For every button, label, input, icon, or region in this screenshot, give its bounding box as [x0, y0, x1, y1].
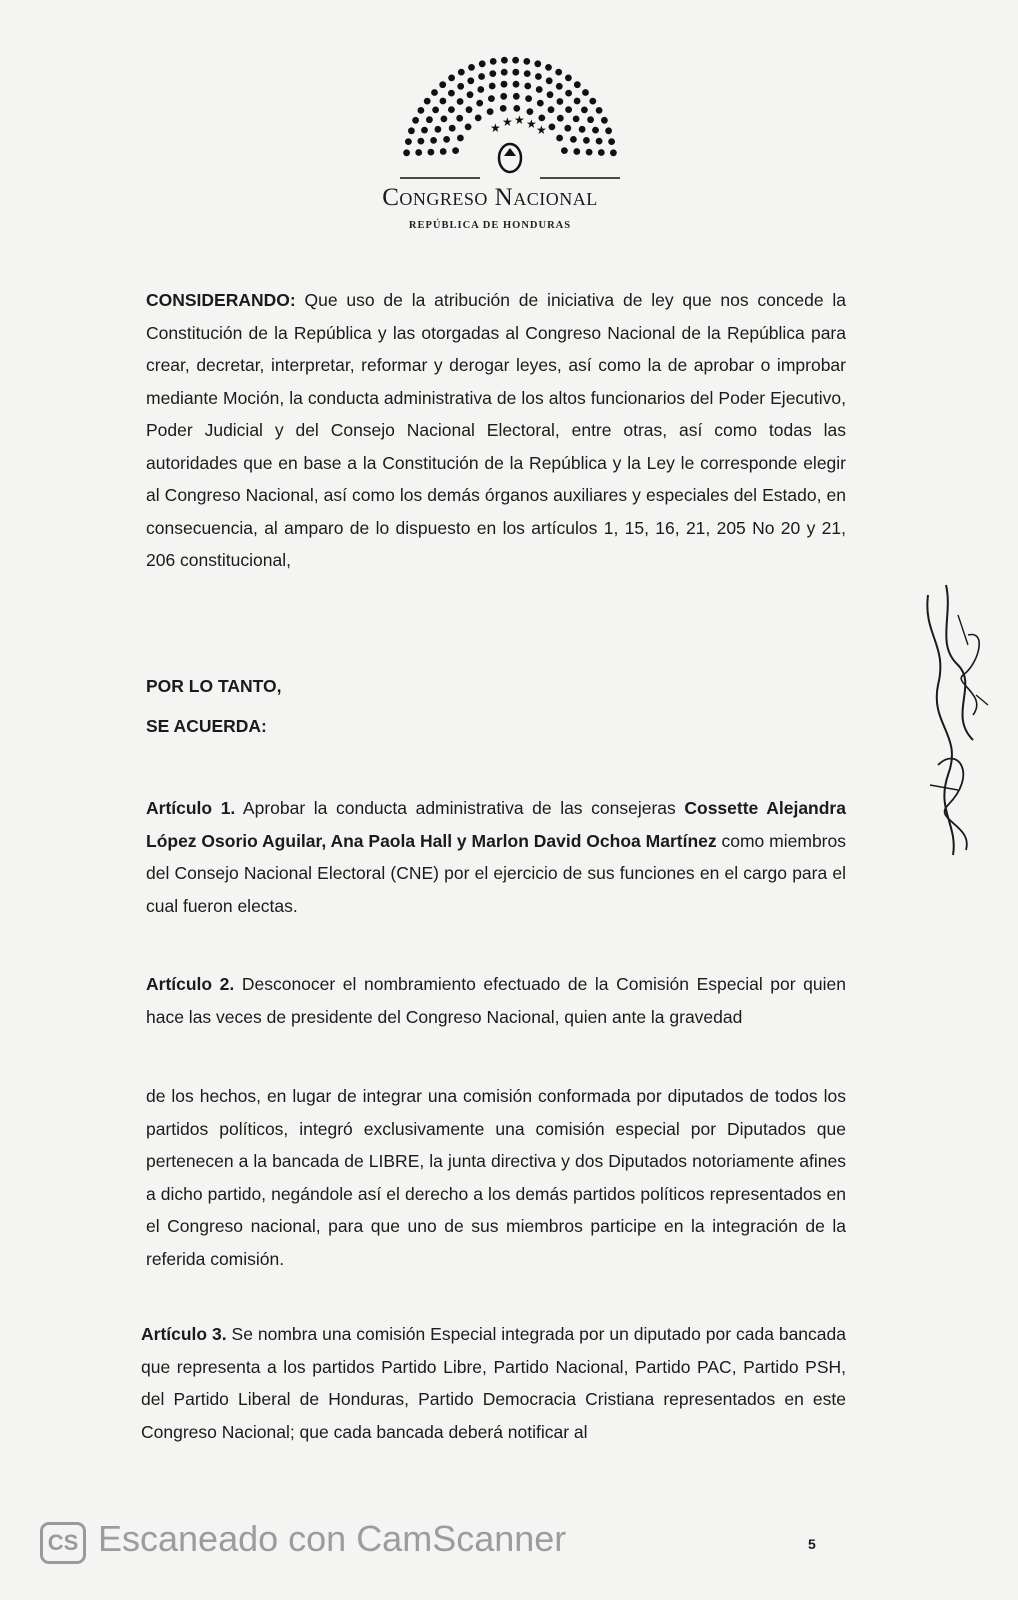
emblem-seat-dot	[435, 126, 442, 133]
emblem-seat-dot	[475, 115, 482, 122]
emblem-seat-dot	[408, 127, 415, 134]
emblem-seat-dot	[430, 137, 437, 144]
articulo-2-text-part1: Desconocer el nombramiento efectuado de la Comisión Especial por quien hace las veces de presidente del Congreso Nacional, quien ante la gravedad	[146, 974, 846, 1027]
emblem-seat-dot	[457, 98, 464, 105]
emblem-seat-dot	[574, 81, 581, 88]
emblem-seat-dot	[581, 107, 588, 114]
emblem-seat-dot	[538, 115, 545, 122]
emblem-seat-dot	[478, 73, 485, 80]
emblem-seat-dot	[432, 107, 439, 114]
emblem-seat-dot	[458, 69, 465, 76]
emblem-seat-dot	[589, 98, 596, 105]
emblem-seat-dot	[489, 70, 496, 77]
emblem-seat-dot	[535, 73, 542, 80]
org-name: Congreso Nacional	[382, 184, 598, 211]
considerando-label: CONSIDERANDO:	[146, 290, 296, 310]
emblem-seat-dot	[524, 70, 531, 77]
emblem-seat-dot	[466, 106, 473, 113]
emblem-seat-dot	[465, 124, 472, 131]
emblem-seat-dot	[564, 125, 571, 132]
emblem-seat-dot	[583, 137, 590, 144]
emblem-seat-dot	[605, 127, 612, 134]
emblem-seat-dot	[513, 105, 520, 112]
articulo-3-text: Se nombra una comisión Especial integrada por un diputado por cada bancada que representa a los partidos Partido Libre, Partido Nacional, Partido PAC, Partido PSH, del Partido Liberal de Honduras, Partido Democracia Cristiana representados en este Congreso Nacional; que cada bancada deberá notificar al	[141, 1324, 846, 1442]
emblem-seat-dot	[523, 58, 530, 65]
emblem-seat-dot	[440, 98, 447, 105]
emblem-seat-dot	[545, 64, 552, 71]
emblem-seat-dot	[592, 127, 599, 134]
emblem-seat-dot	[527, 108, 534, 115]
camscanner-watermark: Escaneado con CamScanner	[98, 1518, 567, 1559]
emblem-seat-dot	[490, 58, 497, 65]
articulo-1-text-before: Aprobar la conducta administrativa de las consejeras	[235, 798, 685, 818]
emblem-seat-dot	[448, 106, 455, 113]
emblem-seat-dot	[501, 57, 508, 64]
emblem-seat-dot	[428, 149, 435, 156]
emblem-seat-dot	[570, 136, 577, 143]
emblem-star-icon: ★	[514, 113, 525, 127]
coat-of-arms-triangle-icon	[504, 148, 516, 156]
articulo-2-paragraph	[146, 968, 846, 1033]
emblem-seat-dot	[524, 83, 531, 90]
emblem-seat-dot	[565, 90, 572, 97]
emblem-seat-dot	[561, 147, 568, 154]
considerando-paragraph	[146, 284, 846, 577]
emblem-seat-dot	[431, 89, 438, 96]
emblem-seat-dot	[489, 83, 496, 90]
emblem-seat-dot	[439, 81, 446, 88]
emblem-seat-dot	[536, 86, 543, 93]
emblem-star-icon: ★	[490, 121, 501, 135]
emblem-seat-dot	[579, 126, 586, 133]
articulo-1-names: Cossette Alejandra López Osorio Aguilar, Ana Paola Hall y Marlon David Ochoa Martínez	[146, 798, 846, 851]
emblem-seat-dot	[448, 75, 455, 82]
emblem-seat-dot	[549, 124, 556, 131]
emblem-seat-dot	[573, 116, 580, 123]
emblem-seat-dot	[500, 105, 507, 112]
emblem-seat-dot	[586, 149, 593, 156]
emblem-seat-dot	[565, 106, 572, 113]
por-lo-tanto-heading: POR LO TANTO,	[146, 676, 282, 696]
emblem-seat-dot	[468, 64, 475, 71]
emblem-seat-dot	[479, 60, 486, 67]
se-acuerda-heading: SE ACUERDA:	[146, 716, 267, 736]
emblem-seat-dot	[449, 125, 456, 132]
emblem-seat-dot	[556, 83, 563, 90]
emblem-seat-dot	[512, 69, 519, 76]
emblem-seat-dot	[555, 69, 562, 76]
emblem-seat-dot	[513, 93, 520, 100]
emblem-seat-dot	[443, 136, 450, 143]
emblem-seat-dot	[596, 138, 603, 145]
articulo-3-label: Artículo 3.	[141, 1324, 227, 1344]
emblem-seat-dot	[587, 116, 594, 123]
emblem-seat-dot	[556, 135, 563, 142]
emblem-seat-dot	[513, 81, 520, 88]
emblem-seat-dot	[557, 98, 564, 105]
emblem-seat-dot	[457, 135, 464, 142]
articulo-2-continuation: de los hechos, en lugar de integrar una comisión conformada por diputados de todos los partidos políticos, integró exclusivamente una comisión especial por Diputados que pertenecen a la bancada de LIBRE, la junta directiva y dos Diputados notoriamente afines a dicho partido, negándole así el derecho a los demás partidos políticos representados en el Congreso nacional, para que uno de sus miembros participe en la integración de la referida comisión.	[146, 1086, 846, 1269]
articulo-1-text-after: como miembros del Consejo Nacional Electoral (CNE) por el ejercicio de sus funciones en el cargo para el cual fueron electas.	[146, 830, 846, 916]
emblem-seat-dot	[501, 81, 508, 88]
emblem-seat-dot	[415, 149, 422, 156]
emblem-seat-dot	[476, 100, 483, 107]
emblem-seat-dot	[610, 149, 617, 156]
emblem-seat-dot	[426, 116, 433, 123]
emblem-seat-dot	[534, 60, 541, 67]
camscanner-logo-icon: CS	[40, 1522, 86, 1564]
emblem-seat-dot	[574, 98, 581, 105]
emblem-seat-dot	[421, 127, 428, 134]
org-subtitle: REPÚBLICA DE HONDURAS	[408, 220, 572, 231]
emblem-seat-dot	[525, 95, 532, 102]
handwritten-signature	[918, 575, 1013, 875]
emblem-seat-dot	[608, 138, 615, 145]
considerando-text: Que uso de la atribución de iniciativa de ley que nos concede la Constitución de la República y las otorgadas al Congreso Nacional de la República para crear, decretar, interpretar, reformar y derogar leyes, así como la de aprobar o improbar mediante Moción, la conducta administrativa de los altos funcionarios del Poder Ejecutivo, Poder Judicial y del Consejo Nacional Electoral, entre otras, así como todas las autoridades que en base a la Constitución de la República y la Ley le corresponde elegir al Congreso Nacional, así como los demás órganos auxiliares y especiales del Estado, en consecuencia, al amparo de lo dispuesto en los artículos 1, 15, 16, 21, 205 No 20 y 21, 206 constitucional,	[146, 290, 846, 570]
emblem-seat-dot	[448, 90, 455, 97]
emblem-seat-dot	[548, 106, 555, 113]
emblem-seat-dot	[477, 86, 484, 93]
emblem-seat-dot	[573, 148, 580, 155]
articulo-2-label: Artículo 2.	[146, 974, 235, 994]
emblem-seat-dot	[418, 138, 425, 145]
emblem-seat-dot	[467, 91, 474, 98]
articulo-3-paragraph	[141, 1318, 846, 1448]
emblem-seat-dot	[598, 149, 605, 156]
emblem-seat-dot	[424, 98, 431, 105]
emblem-seat-dot	[441, 116, 448, 123]
emblem-seat-dot	[546, 77, 553, 84]
emblem-seat-dot	[412, 117, 419, 124]
emblem-seat-dot	[557, 115, 564, 122]
page-number: 5	[808, 1536, 816, 1552]
emblem-seat-dot	[403, 149, 410, 156]
emblem-seat-dot	[467, 77, 474, 84]
emblem-seat-dot	[487, 108, 494, 115]
emblem-seat-dot	[601, 117, 608, 124]
emblem-seat-dot	[537, 100, 544, 107]
emblem-seat-dot	[452, 147, 459, 154]
emblem-seat-dot	[500, 93, 507, 100]
emblem-star-icon: ★	[526, 117, 537, 131]
emblem-star-icon: ★	[536, 123, 547, 137]
emblem-seat-dot	[457, 83, 464, 90]
emblem-star-icon: ★	[502, 115, 513, 129]
emblem-seat-dot	[418, 107, 425, 114]
emblem-seat-dot	[405, 138, 412, 145]
emblem-seat-dot	[596, 107, 603, 114]
emblem-seat-dot	[565, 75, 572, 82]
emblem-seat-dot	[512, 57, 519, 64]
emblem-seat-dot	[547, 91, 554, 98]
congress-emblem	[380, 52, 640, 242]
articulo-1-label: Artículo 1.	[146, 798, 236, 818]
emblem-seat-dot	[440, 148, 447, 155]
emblem-seat-dot	[488, 95, 495, 102]
emblem-seat-dot	[501, 69, 508, 76]
emblem-seat-dot	[582, 89, 589, 96]
articulo-1-paragraph	[146, 792, 846, 922]
emblem-seat-dot	[456, 115, 463, 122]
